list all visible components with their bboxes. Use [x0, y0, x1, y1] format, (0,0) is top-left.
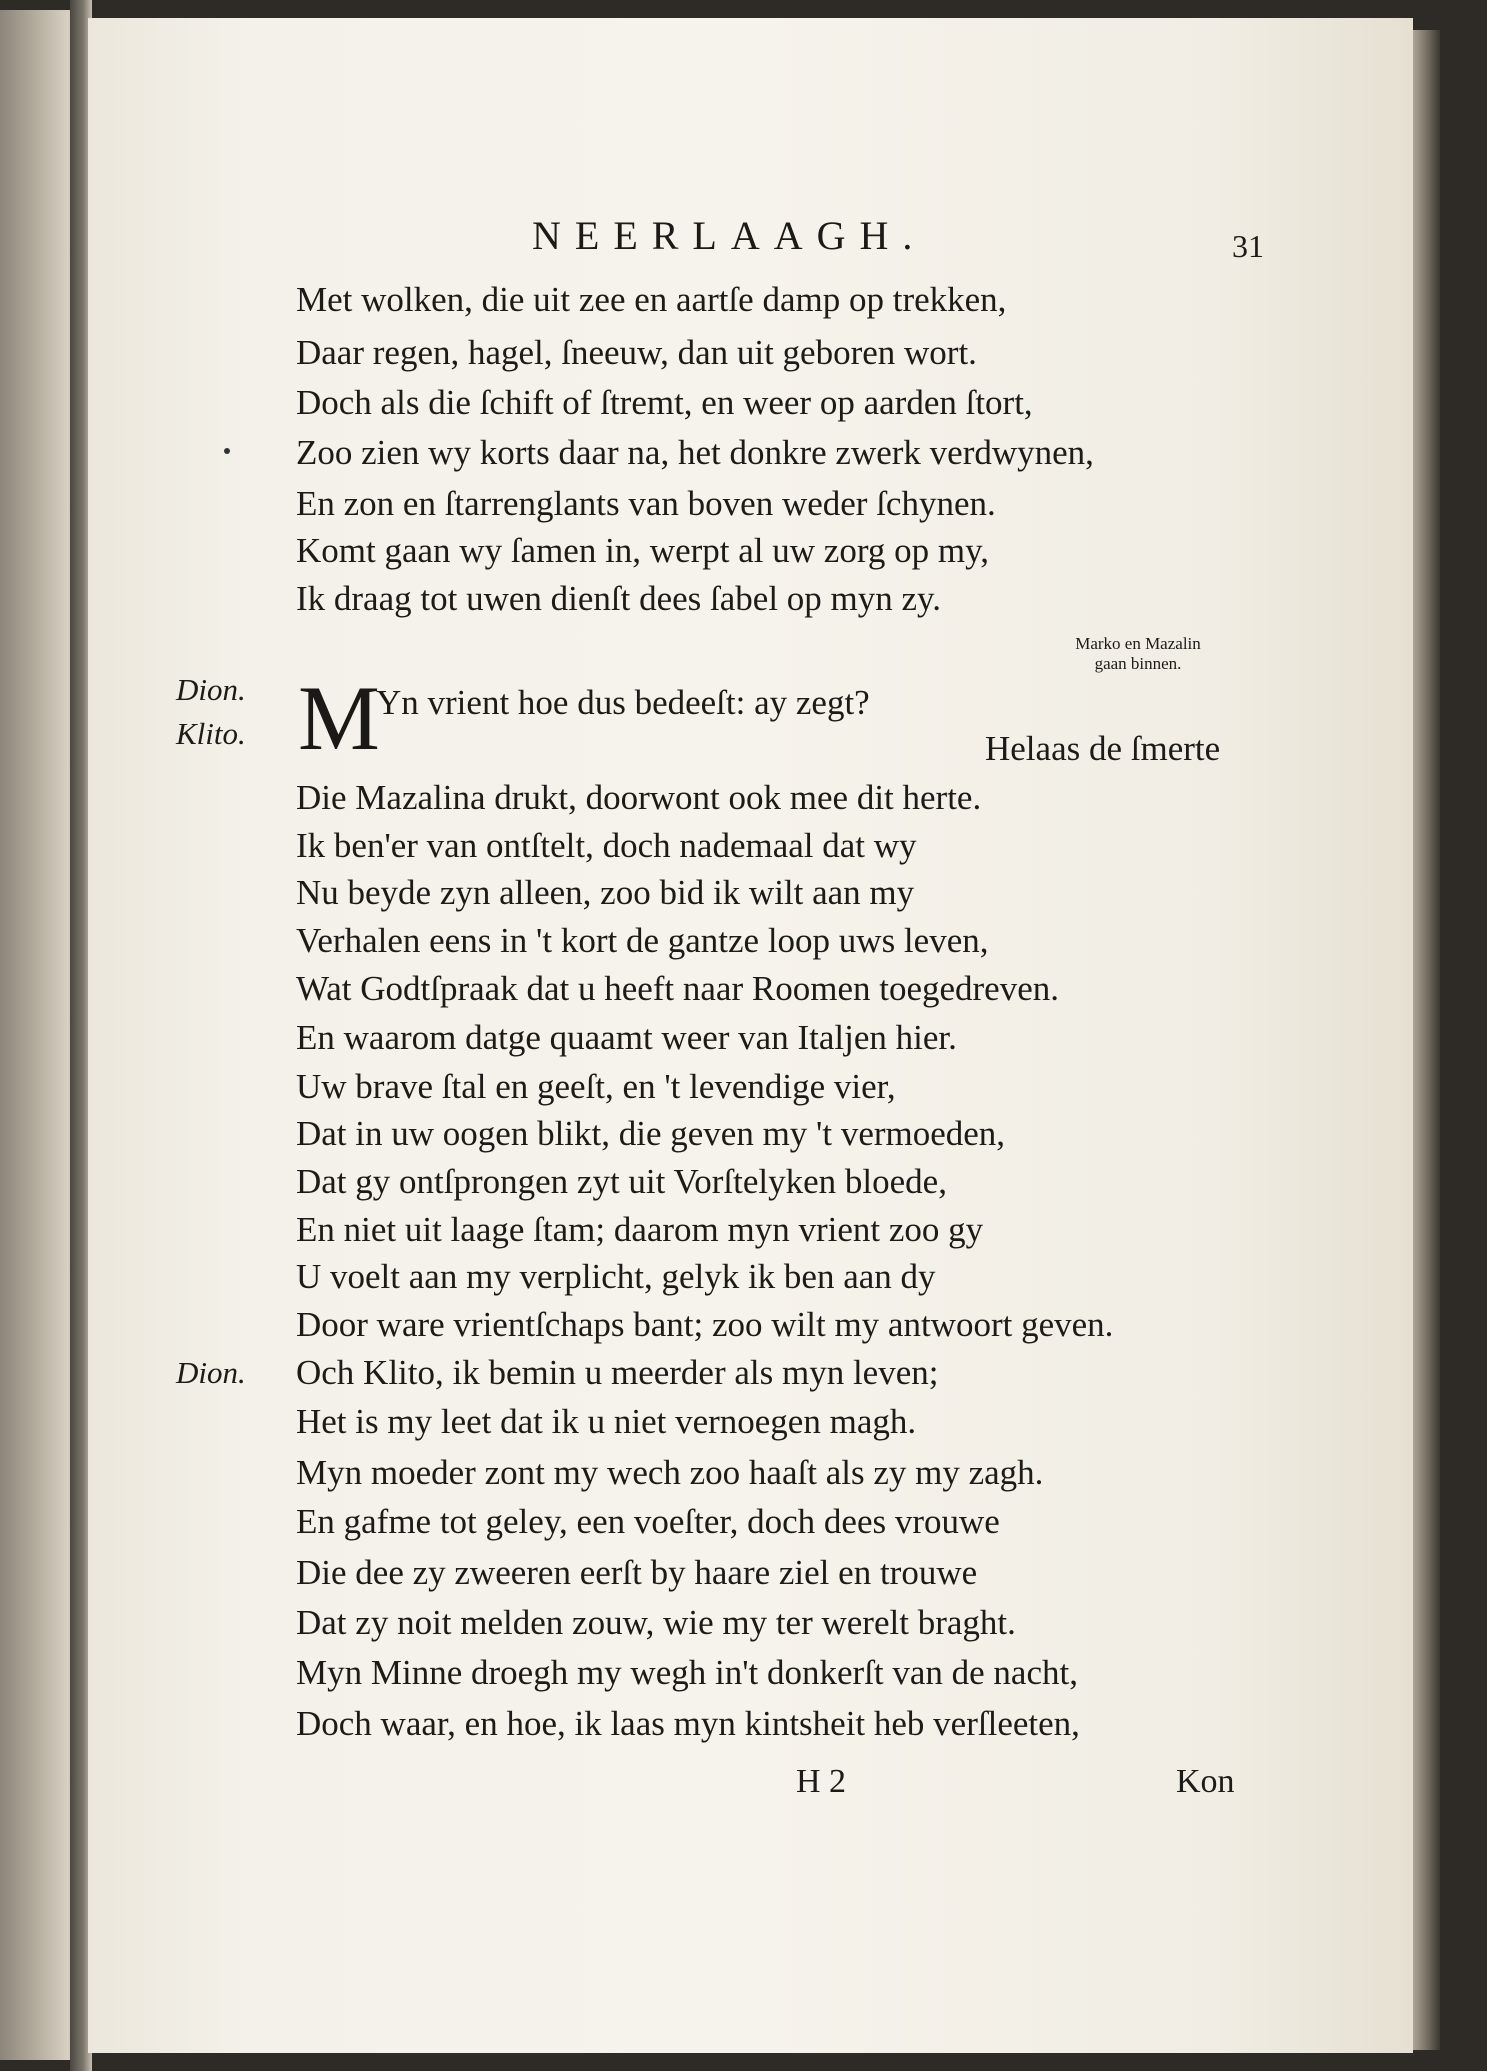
verse-line: Die dee zy zweeren eerſt by haare ziel en trouwe	[296, 1553, 978, 1592]
verse-line: Die Mazalina drukt, doorwont ook mee dit herte.	[296, 778, 982, 817]
ink-speck	[224, 448, 230, 454]
verse-line: Zoo zien wy korts daar na, het donkre zwerk verdwynen,	[296, 433, 1094, 472]
verse-line: Yn vrient hoe dus bedeeſt: ay zegt?	[376, 683, 870, 722]
verse-line: Wat Godtſpraak dat u heeft naar Roomen toegedreven.	[296, 969, 1059, 1008]
verse-line: Komt gaan wy ſamen in, werpt al uw zorg op my,	[296, 531, 990, 570]
verse-line: Uw brave ſtal en geeſt, en 't levendige vier,	[296, 1067, 896, 1106]
verse-line: Och Klito, ik bemin u meerder als myn leven;	[296, 1353, 939, 1392]
page-number: 31	[1232, 228, 1264, 264]
verse-line: En niet uit laage ſtam; daarom myn vrient zoo gy	[296, 1210, 984, 1249]
verse-line: En gafme tot geley, een voeſter, doch dees vrouwe	[296, 1502, 1000, 1541]
verse-line: Dat zy noit melden zouw, wie my ter werelt braght.	[296, 1603, 1016, 1642]
verse-line: Helaas de ſmerte	[985, 729, 1221, 768]
verse-line: Verhalen eens in 't kort de gantze loop uws leven,	[296, 921, 989, 960]
running-head: NEERLAAGH.	[532, 213, 927, 258]
verse-line: Myn Minne droegh my wegh in't donkerſt van de nacht,	[296, 1653, 1078, 1692]
verse-line: Nu beyde zyn alleen, zoo bid ik wilt aan my	[296, 873, 915, 912]
verse-line: Doch als die ſchift of ſtremt, en weer op aarden ſtort,	[296, 383, 1033, 422]
drop-cap: M	[298, 667, 380, 769]
speaker-dion: Dion.	[176, 672, 246, 707]
speaker-klito: Klito.	[176, 716, 246, 751]
verse-line: En waarom datge quaamt weer van Italjen hier.	[296, 1018, 957, 1057]
verse-line: En zon en ſtarrenglants van boven weder ſchynen.	[296, 484, 996, 523]
verse-line: Ik ben'er van ontſtelt, doch nademaal dat wy	[296, 826, 917, 865]
page-stack-edge	[1410, 30, 1440, 2050]
verse-line: U voelt aan my verplicht, gelyk ik ben aan dy	[296, 1257, 936, 1296]
stage-direction: Marko en Mazalin gaan binnen.	[1075, 634, 1201, 673]
left-page-edge	[0, 10, 80, 2060]
verse-line: Ik draag tot uwen dienſt dees ſabel op myn zy.	[296, 579, 942, 618]
verse-line: Dat gy ontſprongen zyt uit Vorſtelyken bloede,	[296, 1162, 947, 1201]
signature-mark: H 2	[796, 1763, 847, 1800]
verse-line: Met wolken, die uit zee en aartſe damp op trekken,	[296, 280, 1007, 319]
verse-line: Door ware vrientſchaps bant; zoo wilt my antwoort geven.	[296, 1305, 1114, 1344]
verse-line: Myn moeder zont my wech zoo haaſt als zy my zagh.	[296, 1453, 1044, 1492]
verse-line: Daar regen, hagel, ſneeuw, dan uit geboren wort.	[296, 333, 977, 372]
verse-line: Dat in uw oogen blikt, die geven my 't vermoeden,	[296, 1114, 1006, 1153]
catchword: Kon	[1176, 1763, 1235, 1800]
verse-line: Het is my leet dat ik u niet vernoegen magh.	[296, 1402, 917, 1441]
verse-line: Doch waar, en hoe, ik laas myn kintsheit heb verſleeten,	[296, 1704, 1080, 1743]
speaker-dion: Dion.	[176, 1355, 246, 1390]
